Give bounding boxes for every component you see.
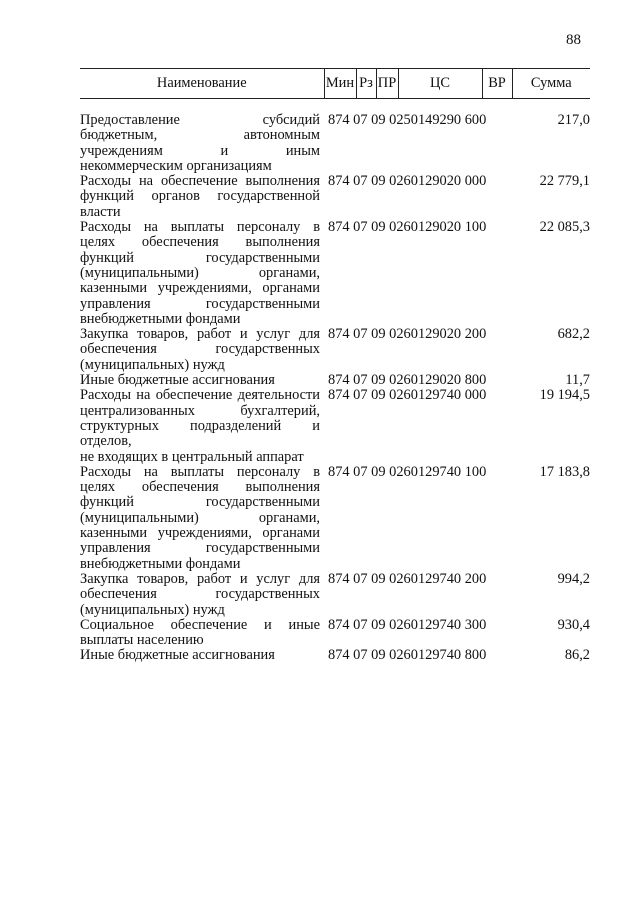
table-row [80, 113, 590, 174]
row-amount: 682,2 [557, 326, 590, 343]
table-row [80, 220, 590, 327]
row-code: 874 07 09 0250149290 600 [328, 112, 487, 128]
row-amount: 930,4 [557, 616, 590, 633]
row-code: 874 07 09 0260129020 000 [328, 173, 487, 190]
row-name: Расходы на выплаты персоналу в целях обеспечения выполнения функций государственными (муниципальными) органами, казенными учреждениями, органами управления государственными [80, 463, 320, 557]
row-code: 874 07 09 0260129020 200 [328, 326, 487, 343]
row-name-last: власти [80, 203, 121, 220]
row-code: 874 07 09 0260129020 100 [328, 219, 487, 236]
row-name-last: внебюджетными фондами [80, 310, 241, 327]
header-pr: ПР [376, 69, 398, 99]
row-amount: 22 085,3 [539, 219, 590, 236]
row-name-last: не входящих в центральный аппарат [80, 448, 304, 465]
row-code: 874 07 09 0260129740 800 [328, 647, 487, 664]
row-name: Предоставление субсидий бюджетным, автономным учреждениям и иным [80, 112, 320, 159]
header-rz: Рз [356, 69, 376, 99]
table-row [80, 327, 590, 373]
row-name-last: выплаты населению [80, 632, 204, 649]
row-name-last: (муниципальных) нужд [80, 601, 225, 618]
spacer-row [80, 99, 590, 114]
table-row [80, 174, 590, 220]
header-min: Мин [324, 69, 356, 99]
row-name: Расходы на обеспечение выполнения функций органов государственной [80, 173, 320, 205]
row-amount: 19 194,5 [539, 387, 590, 404]
page-number: 88 [566, 32, 581, 48]
row-amount: 22 779,1 [539, 173, 590, 190]
row-code: 874 07 09 0260129740 200 [328, 570, 487, 587]
table-header-row [80, 69, 590, 99]
header-sum: Сумма [512, 69, 590, 99]
row-name: Расходы на выплаты персоналу в целях обеспечения выполнения функций государственными (муниципальными) органами, казенными учреждениями, органами управления государственными [80, 219, 320, 312]
row-code: 874 07 09 0260129740 000 [328, 387, 487, 404]
table-row [80, 388, 590, 464]
table-row [80, 648, 590, 663]
table-row [80, 465, 590, 572]
row-amount: 217,0 [557, 112, 590, 128]
row-code: 874 07 09 0260129740 300 [328, 616, 487, 633]
row-name-last: внебюджетными фондами [80, 555, 241, 572]
row-name-last: некоммерческим организациям [80, 157, 272, 174]
row-amount: 86,2 [564, 647, 590, 664]
table-row [80, 618, 590, 649]
row-name-last: (муниципальных) нужд [80, 356, 225, 373]
row-code: 874 07 09 0260129740 100 [328, 463, 487, 480]
row-name: Закупка товаров, работ и услуг для обеспечения государственных [80, 570, 320, 603]
budget-table [80, 68, 590, 664]
row-amount: 17 183,8 [539, 463, 590, 480]
row-name: Расходы на обеспечение деятельности централизованных бухгалтерий, структурных подразделений и отделов, [80, 387, 320, 450]
row-name-last: Иные бюджетные ассигнования [80, 647, 275, 664]
row-code: 874 07 09 0260129020 800 [328, 372, 487, 389]
row-name-last: Иные бюджетные ассигнования [80, 372, 275, 389]
table-row [80, 373, 590, 388]
table-row [80, 572, 590, 618]
header-cs: ЦС [398, 69, 482, 99]
row-amount: 994,2 [557, 570, 590, 587]
row-name: Социальное обеспечение и иные [80, 616, 320, 633]
row-name: Закупка товаров, работ и услуг для обеспечения государственных [80, 326, 320, 358]
header-name: Наименование [80, 69, 324, 99]
header-vr: ВР [482, 69, 512, 99]
row-amount: 11,7 [565, 372, 590, 389]
